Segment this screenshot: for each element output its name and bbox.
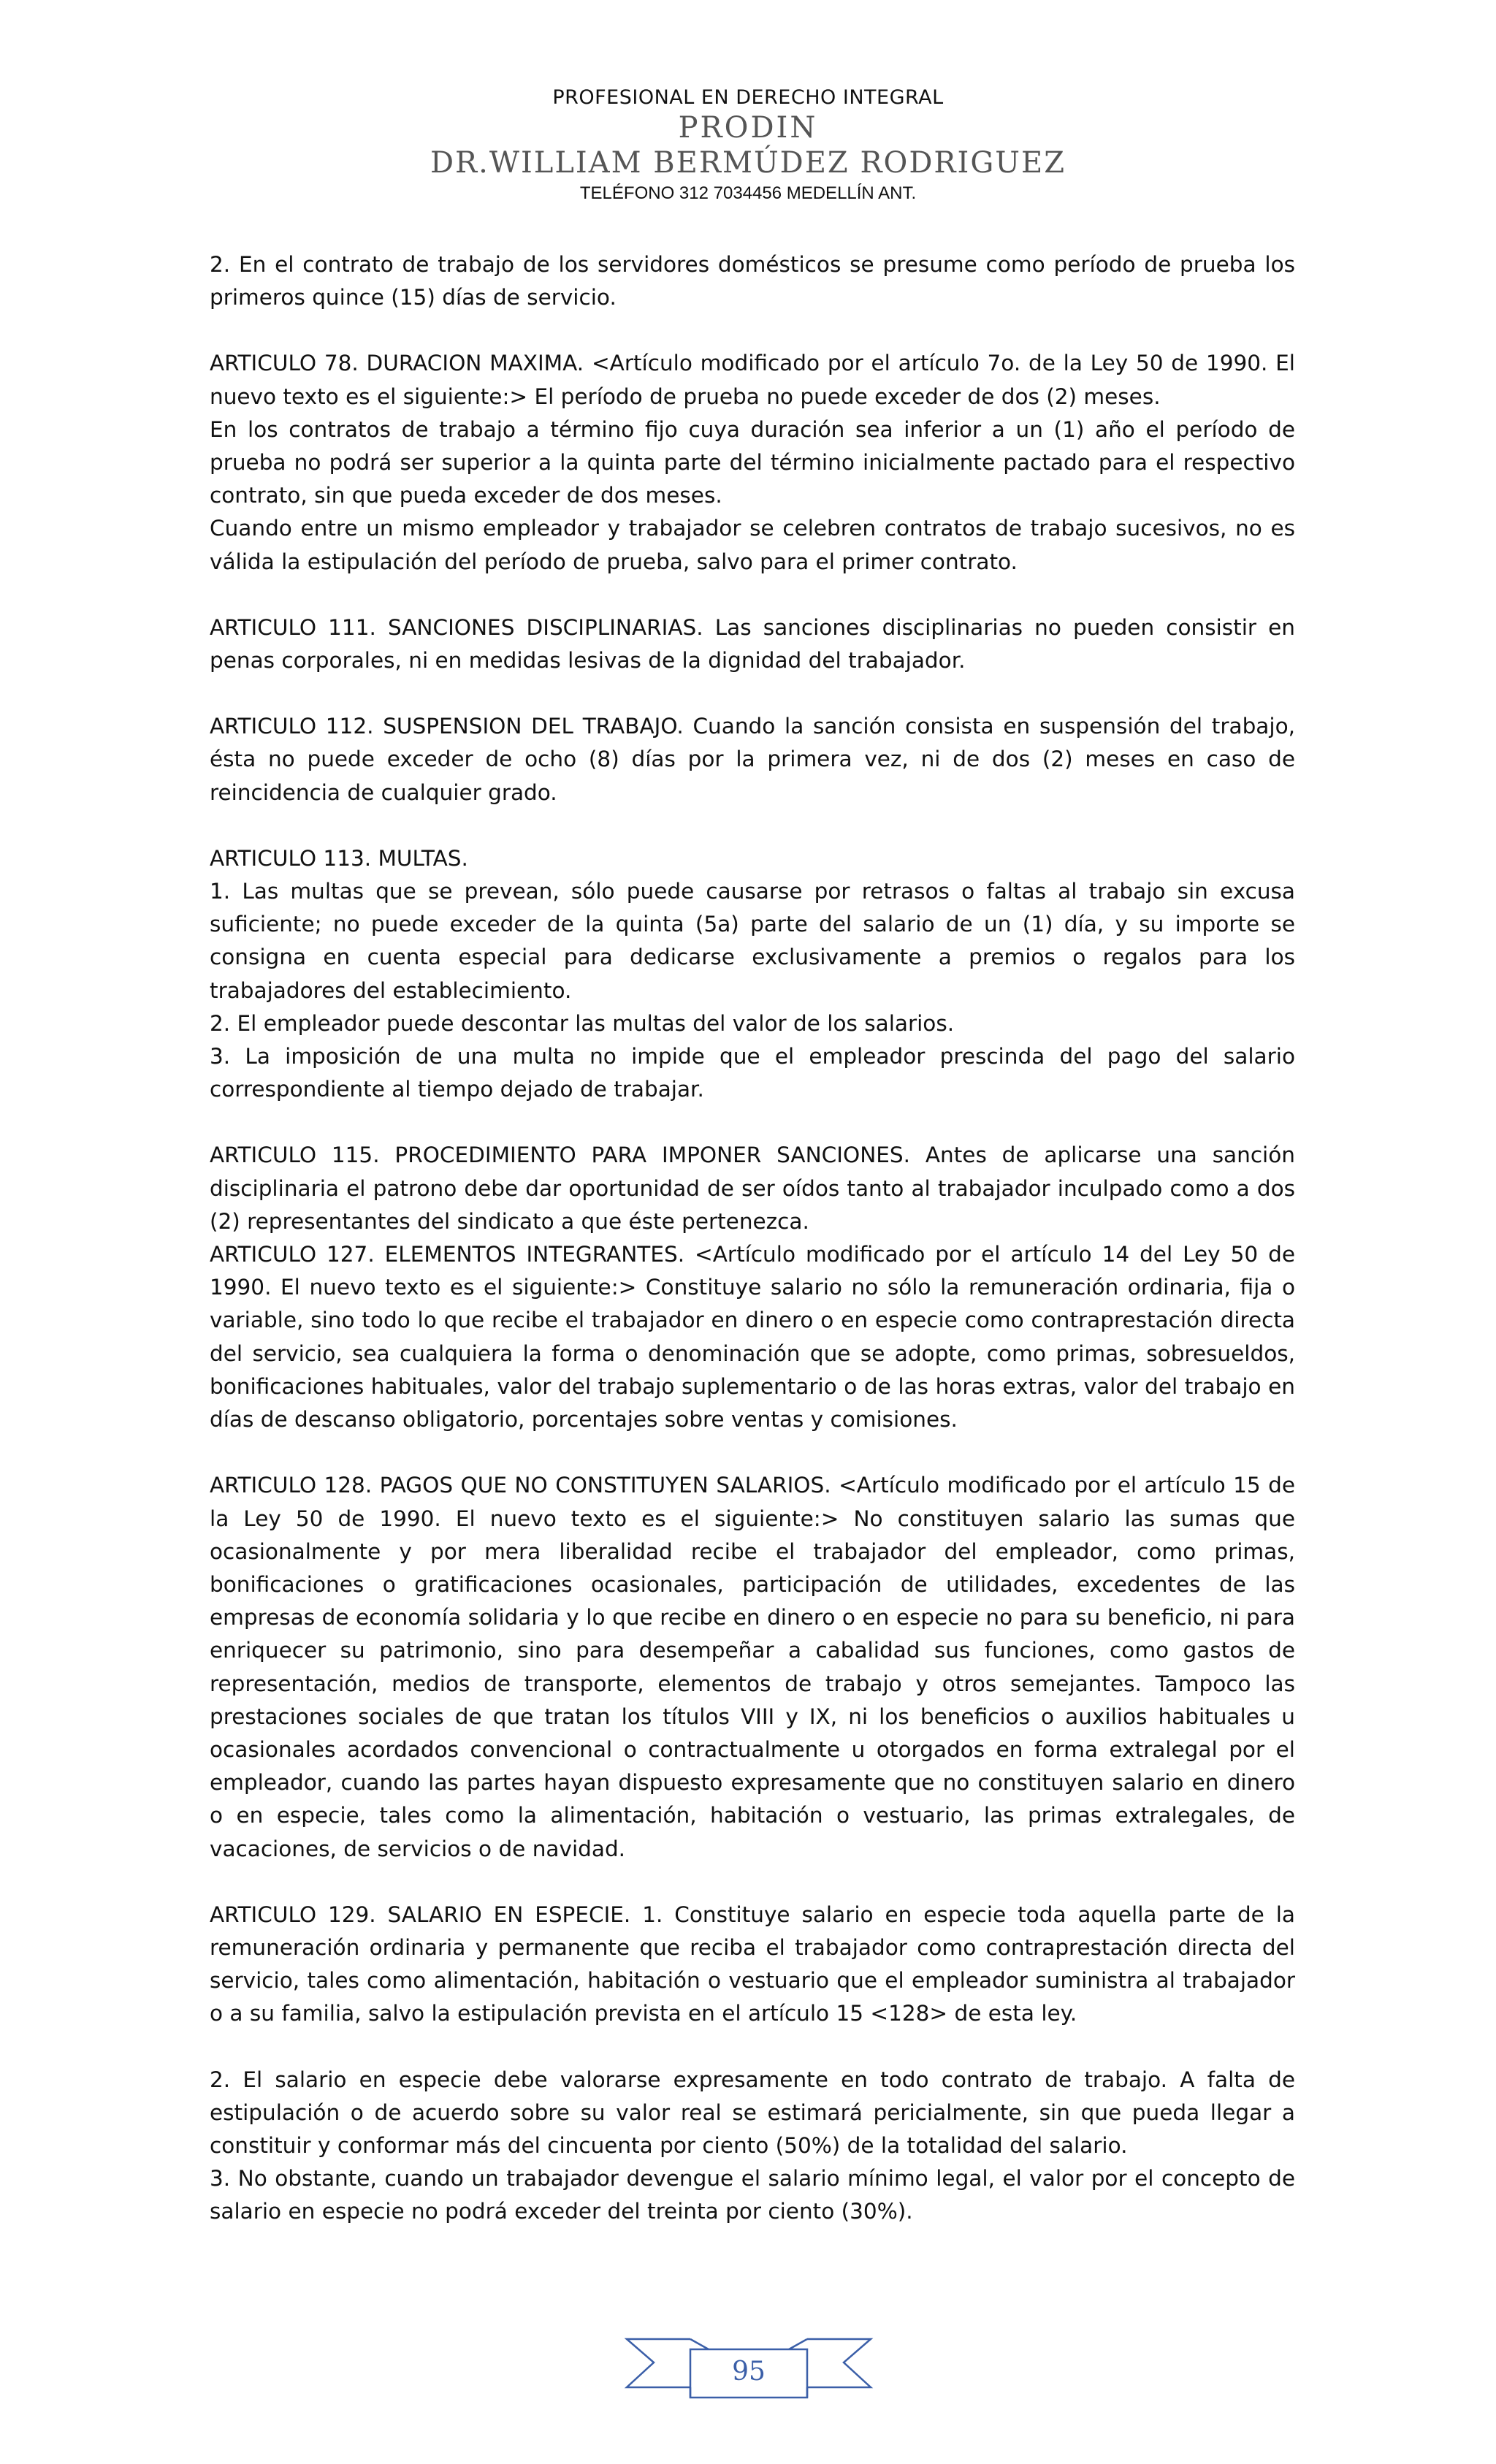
paragraph-art129-2: 2. El salario en especie debe valorarse expresamente en todo contrato de trabajo. A falta de estipulación o de acuerdo sobre su valor real se estimará pericialmente, sin que pueda llegar a constituir y conformar más del cincuenta por ciento (50%) de la totalidad del salario.: [210, 2067, 1295, 2158]
paragraph-art111: ARTICULO 111. SANCIONES DISCIPLINARIAS. Las sanciones disciplinarias no pueden consistir en penas corporales, ni en medidas lesivas de la dignidad del trabajador.: [210, 614, 1295, 674]
ribbon-fold-left: [690, 2339, 709, 2349]
paragraph-gap: [210, 809, 1295, 842]
paragraph-art113-title: ARTICULO 113. MULTAS.: [210, 845, 468, 871]
paragraph-gap: [210, 1106, 1295, 1139]
header-author: DR.WILLIAM BERMÚDEZ RODRIGUEZ: [430, 146, 1066, 180]
paragraph-art113-2: 2. El empleador puede descontar las multas del valor de los salarios.: [210, 1010, 955, 1036]
paragraph-gap: [210, 2031, 1295, 2064]
paragraph-gap: [210, 1436, 1295, 1469]
ribbon-left-tail: [627, 2339, 690, 2387]
paragraph-art129-3: 3. No obstante, cuando un trabajador devengue el salario mínimo legal, el valor por el concepto de salario en especie no podrá exceder del treinta por ciento (30%).: [210, 2166, 1295, 2224]
header-phone: TELÉFONO 312 7034456 MEDELLÍN ANT.: [579, 183, 917, 203]
paragraph-art78-fixed-term: En los contratos de trabajo a término fijo cuya duración sea inferior a un (1) año el período de prueba no podrá ser superior a la quinta parte del término inicialmente pactado para el respectivo contrato, sin que pueda exceder de dos meses.: [210, 416, 1295, 508]
paragraph-art113-1: 1. Las multas que se prevean, sólo puede causarse por retrasos o faltas al trabajo sin excusa suficiente; no puede exceder de la quinta (5a) parte del salario de un (1) día, y su importe se consigna en cuenta especial para dedicarse exclusivamente a premios o regalos para los trabajadores del establecimiento.: [210, 879, 1295, 1003]
document-body: [210, 248, 1295, 2229]
paragraph-art127: ARTICULO 127. ELEMENTOS INTEGRANTES. <Artículo modificado por el artículo 14 del Ley 50 de 1990. El nuevo texto es el siguiente:> Constituye salario no sólo la remuneración ordinaria, fija o variable, sino todo lo que recibe el trabajador en dinero o en especie como contraprestación directa del servicio, sea cualquiera la forma o denominación que se adopte, como primas, sobresueldos, bonificaciones habituales, valor del trabajo suplementario o de las horas extras, valor del trabajo en días de descanso obligatorio, porcentajes sobre ventas y comisiones.: [210, 1242, 1295, 1433]
paragraph-gap: [210, 677, 1295, 710]
ribbon-fold-right: [789, 2339, 807, 2349]
paragraph-art112: ARTICULO 112. SUSPENSION DEL TRABAJO. Cuando la sanción consista en suspensión del trabajo, ésta no puede exceder de ocho (8) días por la primera vez, ni de dos (2) meses en caso de reincidencia de cualquier grado.: [210, 714, 1295, 805]
paragraph-gap: [210, 579, 1295, 611]
paragraph-art115: ARTICULO 115. PROCEDIMIENTO PARA IMPONER SANCIONES. Antes de aplicarse una sanción disciplinaria el patrono debe dar oportunidad de ser oídos tanto al trabajador inculpado como a dos (2) representantes del sindicato a que éste pertenezca.: [210, 1143, 1295, 1234]
page-header: [0, 85, 1496, 206]
paragraph-art129-1: ARTICULO 129. SALARIO EN ESPECIE. 1. Constituye salario en especie toda aquella parte de la remuneración ordinaria y permanente que reciba el trabajador como contraprestación directa del servicio, tales como alimentación, habitación o vestuario que el empleador suministra al trabajador o a su familia, salvo la estipulación prevista en el artículo 15 <128> de esta ley.: [210, 1902, 1295, 2026]
page-number: 95: [732, 2357, 766, 2387]
paragraph-art78: ARTICULO 78. DURACION MAXIMA. <Artículo modificado por el artículo 7o. de la Ley 50 de 1990. El nuevo texto es el siguiente:> El período de prueba no puede exceder de dos (2) meses.: [210, 351, 1295, 409]
ribbon-right-tail: [807, 2339, 871, 2387]
header-profession: PROFESIONAL EN DERECHO INTEGRAL: [552, 86, 944, 109]
paragraph-gap: [210, 1866, 1295, 1899]
paragraph-art113-3: 3. La imposición de una multa no impide que el empleador prescinda del pago del salario correspondiente al tiempo dejado de trabajar.: [210, 1044, 1295, 1102]
paragraph-art128: ARTICULO 128. PAGOS QUE NO CONSTITUYEN SALARIOS. <Artículo modificado por el artículo 15 de la Ley 50 de 1990. El nuevo texto es el siguiente:> No constituyen salario las sumas que ocasionalmente y por mera liberalidad recibe el trabajador del empleador, como primas, bonificaciones o gratificaciones ocasionales, participación de utilidades, excedentes de las empresas de economía solidaria y lo que recibe en dinero o en especie no para su beneficio, ni para enriquecer su patrimonio, sino para desempeñar a cabalidad sus funciones, como gastos de representación, medios de transporte, elementos de trabajo y otros semejantes. Tampoco las prestaciones sociales de que tratan los títulos VIII y IX, ni los beneficios o auxilios habituales u ocasionales acordados convencional o contractualmente u otorgados en forma extralegal por el empleador, cuando las partes hayan dispuesto expresamente que no constituyen salario en dinero o en especie, tales como la alimentación, habitación o vestuario, las primas extralegales, de vacaciones, de servicios o de navidad.: [210, 1473, 1295, 1861]
paragraph-gap: [210, 314, 1295, 347]
paragraph-art78-successive: Cuando entre un mismo empleador y trabajador se celebren contratos de trabajo sucesivos, no es válida la estipulación del período de prueba, salvo para el primer contrato.: [210, 516, 1295, 574]
paragraph-domestic-trial: 2. En el contrato de trabajo de los servidores domésticos se presume como período de prueba los primeros quince (15) días de servicio.: [210, 252, 1295, 310]
header-brand: PRODIN: [678, 111, 818, 145]
